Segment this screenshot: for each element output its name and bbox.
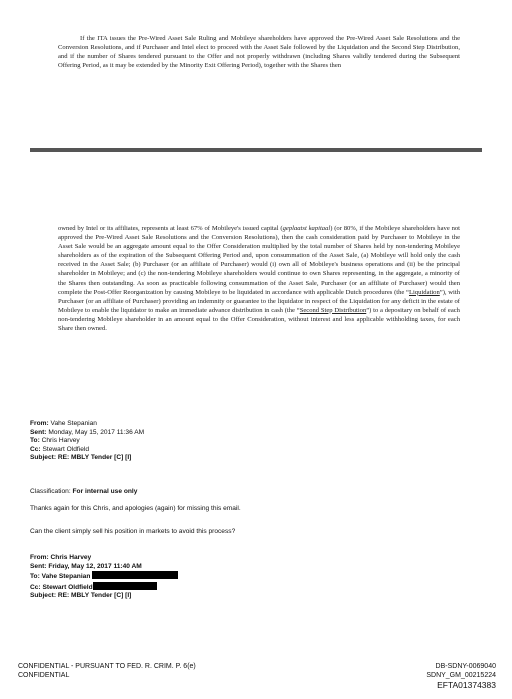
bates-efta: EFTA01374383 xyxy=(437,680,496,690)
subject-value: RE: MBLY Tender [C] [I] xyxy=(57,454,132,462)
from-label: From: xyxy=(30,420,49,427)
to-label: To: xyxy=(30,573,40,581)
para2-part-b: ) (or 80%, if the Mobileye shareholders have not approved the Pre-Wired Asset Sale Resolutions and the Conversion Resolutions), then the cash consideration paid by Purchaser to Mobileye in the Asset Sale would be an aggregate amount equal to the Offer Consideration multiplied by the total number of Shares held by non-tendering Mobileye shareholders as of the expiration of the Subsequent Offering Period and, upon consummation of the Asset Sale, (a) Mobileye will hold only the cash received in the Asset Sale; (b) Purchaser (or an affiliate of Purchaser) would (i) own all of Mobileye's business operations and (ii) be the principal shareholder in Mobileye; and (c) the non-tendering Mobileye shareholders would continue to own Shares representing, in the aggregate, a minority of the Shares then outstanding. As soon as practicable following consummation of the Asset Sale, Purchaser (or an affiliate of Purchaser) would then complete the Post-Offer Reorganization by causing Mobileye to be liquidated in accordance with applicable Dutch procedures (the “ xyxy=(58,225,461,296)
email1-to xyxy=(30,437,470,446)
subject-value: RE: MBLY Tender [C] [I] xyxy=(57,592,132,600)
sent-label: Sent: xyxy=(30,562,47,570)
message-line-1: Thanks again for this Chris, and apologies (again) for missing this email. xyxy=(30,505,241,512)
from-value: Chris Harvey xyxy=(50,554,92,561)
footer-confidential: CONFIDENTIAL xyxy=(18,672,70,679)
subject-label: Subject: xyxy=(30,592,57,600)
from-value: Vahe Stepanian xyxy=(50,420,97,427)
email1-from xyxy=(30,420,470,429)
term-liquidation: Liquidation xyxy=(408,288,440,296)
cc-label: Cc: xyxy=(30,445,41,453)
para2-italic-term: geplaatst kapitaal xyxy=(282,225,331,232)
email-header-2 xyxy=(30,554,470,601)
cc-value: Stewart Oldfield xyxy=(42,445,90,453)
redaction-box xyxy=(93,582,157,590)
classification-label: Classification: xyxy=(30,488,71,495)
footer-right xyxy=(426,662,496,690)
page-divider xyxy=(30,148,482,152)
term-second-step-distribution: Second Step Distribution xyxy=(299,306,367,314)
email2-cc xyxy=(30,582,470,593)
message-line-2: Can the client simply sell his position in markets to avoid this process? xyxy=(30,528,236,535)
footer-left xyxy=(18,662,196,680)
bates-sdny-gm: SDNY_GM_00215224 xyxy=(426,672,496,679)
sent-label: Sent: xyxy=(30,428,47,436)
sent-value: Monday, May 15, 2017 11:36 AM xyxy=(48,428,145,436)
bates-db-sdny: DB-SDNY-0069040 xyxy=(435,663,496,670)
email1-subject xyxy=(30,454,470,463)
cc-label: Cc: xyxy=(30,583,41,591)
para2-part-d: ”) to a depositary on behalf of each non-tendering Mobileye shareholder in an amount equal to the Offer Consideration, without interest and less applicable withholding taxes, for each Share then owned. xyxy=(58,306,460,333)
email1-sent xyxy=(30,429,470,438)
email2-to xyxy=(30,571,470,582)
cc-value: Stewart Oldfield xyxy=(42,583,93,591)
classification-line xyxy=(30,488,470,497)
para2-part-a: owned by Intel or its affiliates, represents at least 67% of Mobileye's issued capital ( xyxy=(58,225,283,232)
legal-paragraph-2 xyxy=(58,224,460,333)
para2-part-c: ”), with Purchaser (or an affiliate of Purchaser) providing an indemnity or guarantee to the liquidator in respect of the Liquidation for any deficit in the estate of Mobileye to enable the liquidator to make an immediate advance distribution in cash (the “ xyxy=(58,288,460,314)
footer-confidential-rule: CONFIDENTIAL - PURSUANT TO FED. R. CRIM. P. 6(e) xyxy=(18,663,196,670)
email2-sent xyxy=(30,563,470,572)
email2-from xyxy=(30,554,470,563)
legal-paragraph-1: If the ITA issues the Pre-Wired Asset Sale Ruling and Mobileye shareholders have approved the Pre-Wired Asset Sale Resolutions and the Conversion Resolutions, and if Purchaser and Intel elect to proceed with the Asset Sale followed by the Liquidation and the Second Step Distribution, and if the number of Shares tendered pursuant to the Offer and not properly withdrawn (including Shares validly tendered during the Subsequent Offering Period, as it may be extended by the Minority Exit Offering Period), together with the Shares then xyxy=(58,35,460,70)
subject-label: Subject: xyxy=(30,454,57,462)
classification-value: For internal use only xyxy=(72,488,138,495)
email-header-1 xyxy=(30,420,470,463)
sent-value: Friday, May 12, 2017 11:40 AM xyxy=(48,562,142,570)
email2-subject xyxy=(30,592,470,601)
to-value: Vahe Stepanian xyxy=(41,573,91,581)
to-label: To: xyxy=(30,437,40,445)
to-value: Chris Harvey xyxy=(41,437,80,445)
redaction-box xyxy=(92,571,178,579)
from-label: From: xyxy=(30,554,49,561)
email1-cc xyxy=(30,446,470,455)
